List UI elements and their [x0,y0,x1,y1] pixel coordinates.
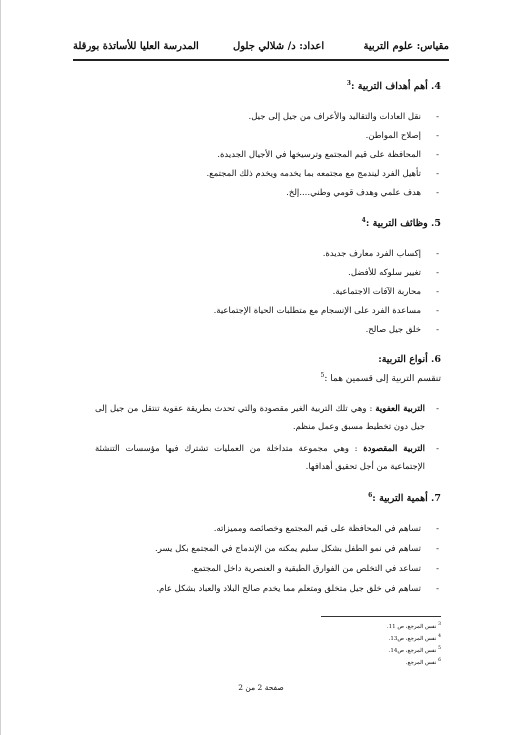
footnote-number: 3 [438,622,441,627]
list-bullet: - [436,268,439,278]
definition-term: التربية العفوية [375,404,426,414]
list-item: تساهم في المحافظة على قيم المجتمع وخصائصه ومميزاته. [213,524,421,534]
list-bullet: - [436,584,439,594]
header-school: المدرسة العليا للأساتذة بورقلة [73,41,199,52]
section-title-functions [362,217,441,229]
page-number: صفحة 2 من 2 [238,683,284,692]
list-item: المحافظة على قيم المجتمع وترسيخها في الأجيال الجديدة. [217,150,421,160]
footnote [406,658,441,666]
list-bullet: - [436,544,439,554]
list-bullet: - [436,564,439,574]
list-bullet: - [436,306,439,316]
list-bullet: - [436,112,439,122]
footnote-separator [321,616,441,617]
footnote-text: نفس المرجع، ص 11. [386,623,437,630]
footnote-ref: 3 [346,80,351,87]
section-title-goals [347,80,441,92]
list-bullet: - [436,524,439,534]
section-title-importance [368,492,441,504]
header-author: اعداد: د/ شلالي جلول [233,41,325,52]
page-header [73,37,449,61]
footnote-number: 5 [438,646,441,651]
list-bullet: - [436,188,439,198]
list-item: تساعد في التخلص من الفوارق الطبقية و العنصرية داخل المجتمع. [190,564,421,574]
header-subject: مقياس: علوم التربية [363,41,449,52]
list-bullet: - [436,249,439,259]
list-bullet: - [436,169,439,179]
footnote-text: نفس المرجع، ص13. [388,635,437,642]
footnote-number: 4 [438,634,441,639]
section-title-text: 5. وظائف التربية : [365,218,441,230]
list-item: تغيير سلوكه للأفضل. [348,268,421,278]
definition-paragraph [95,440,425,476]
footnote [389,646,441,654]
list-bullet: - [436,325,439,335]
footnote [389,634,441,642]
footnote-ref: 6 [368,492,373,499]
definition-paragraph [95,400,425,436]
definition-text: : وهي تلك التربية الغير مقصودة والتي تحدث بطريقة عفوية تنتقل من جيل إلى جيل دون تخطيط مسبق وعمل منظم. [95,404,425,432]
list-bullet: - [436,131,439,141]
section-intro-text: تنقسم التربية إلى قسمين هما : [324,374,441,384]
list-bullet: - [436,444,439,454]
list-item: خلق جيل صالح. [365,325,421,335]
list-item: تساهم في نمو الطفل بشكل سليم يمكنه من الإندماج في المجتمع بكل يسر. [155,544,421,554]
footnote-ref: 4 [361,217,366,224]
section-intro [321,372,441,384]
footnote-number: 6 [438,658,441,663]
list-item: نقل العادات والتقاليد والأعراف من جيل إلى جيل. [248,112,421,122]
section-title-types: 6. أنواع التربية: [378,354,441,365]
list-item: مساعدة الفرد على الإنسجام مع متطلبات الحياة الإجتماعية. [213,306,421,316]
footnote [387,622,441,630]
footnote-text: نفس المرجع. [405,659,437,666]
list-item: تساهم في خلق جيل متخلق ومتعلم مما يخدم صالح البلاد والعباد بشكل عام. [156,584,421,594]
list-item: هدف علمي وهدف قومي وطني....إلخ. [286,188,421,198]
list-bullet: - [436,150,439,160]
definition-term: التربية المقصودة [363,444,425,454]
list-item: إصلاح المواطن. [365,131,421,141]
definition-text: : وهي مجموعة متداخلة من العمليات تشترك فيها مؤسسات التنشئة الإجتماعية من أجل تحقيق أهدافها. [95,444,425,472]
list-bullet: - [436,287,439,297]
list-item: إكساب الفرد معارف جديدة. [322,249,421,259]
footnote-text: نفس المرجع، ص14. [388,647,437,654]
list-item: محاربة الآفات الاجتماعية. [332,287,421,297]
footnote-ref: 5 [320,372,325,379]
list-item: تأهيل الفرد ليندمج مع مجتمعه بما يخدمه ويخدم ذلك المجتمع. [206,169,421,179]
section-title-text: 7. أهمية التربية : [372,493,441,505]
list-bullet: - [436,404,439,414]
section-title-text: 4. أهم أهداف التربية : [350,81,441,93]
